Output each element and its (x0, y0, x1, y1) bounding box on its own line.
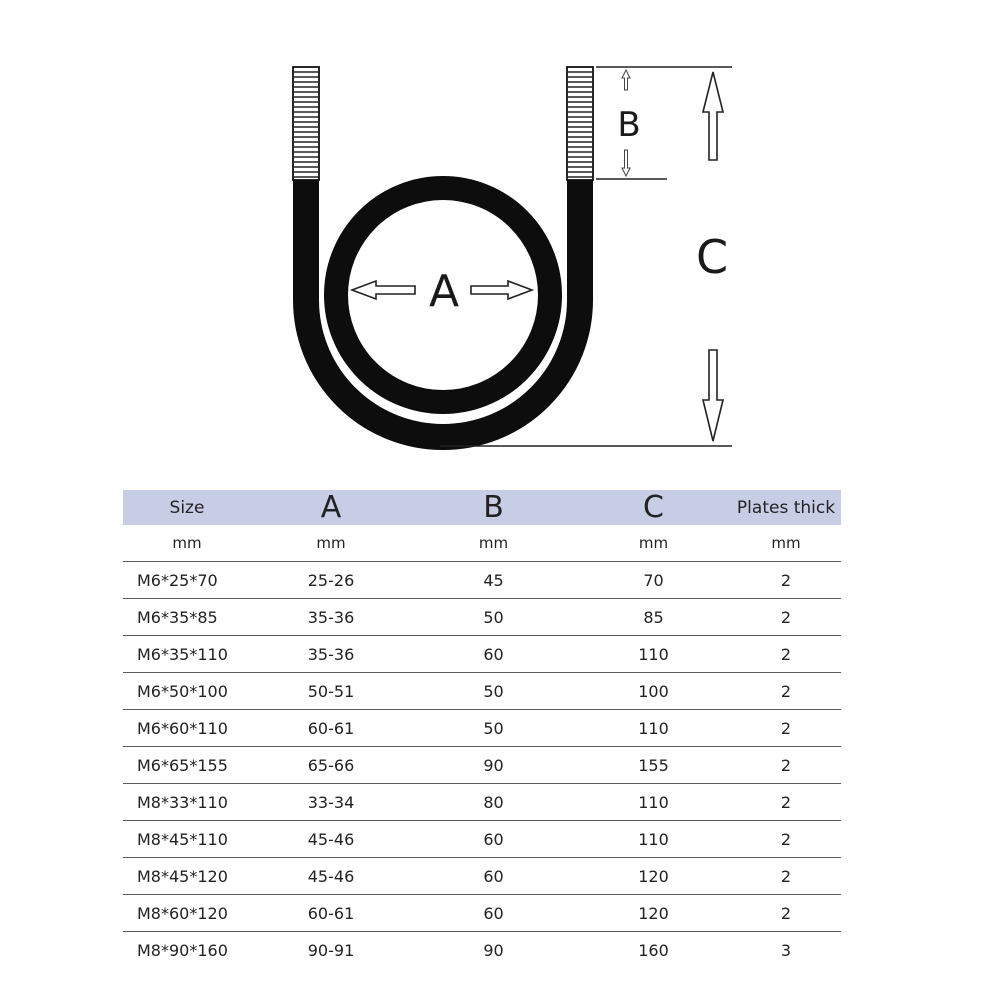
b-cell: 60 (411, 821, 576, 858)
c-cell: 155 (576, 747, 731, 784)
header-a: A (251, 490, 411, 525)
size-cell: M6*35*85 (123, 599, 251, 636)
unit-cell: mm (731, 525, 841, 562)
c-cell: 70 (576, 562, 731, 599)
table-row (123, 562, 841, 599)
c-cell: 100 (576, 673, 731, 710)
c-cell: 110 (576, 636, 731, 673)
table-row (123, 747, 841, 784)
b-cell: 90 (411, 932, 576, 969)
table-row (123, 895, 841, 932)
plates-thick-cell: 2 (731, 599, 841, 636)
a-cell: 25-26 (251, 562, 411, 599)
header-c: C (576, 490, 731, 525)
unit-cell: mm (123, 525, 251, 562)
thread-right (567, 67, 593, 180)
table-row (123, 673, 841, 710)
plates-thick-cell: 2 (731, 636, 841, 673)
unit-cell: mm (576, 525, 731, 562)
table-row (123, 599, 841, 636)
a-cell: 90-91 (251, 932, 411, 969)
unit-cell: mm (251, 525, 411, 562)
a-cell: 50-51 (251, 673, 411, 710)
a-cell: 33-34 (251, 784, 411, 821)
a-cell: 35-36 (251, 599, 411, 636)
label-c: C (695, 230, 729, 284)
table-row (123, 784, 841, 821)
label-a: A (428, 266, 460, 317)
b-cell: 50 (411, 599, 576, 636)
a-cell: 45-46 (251, 821, 411, 858)
header-size: Size (123, 490, 251, 525)
c-cell: 110 (576, 710, 731, 747)
unit-cell: mm (411, 525, 576, 562)
size-cell: M8*45*110 (123, 821, 251, 858)
b-cell: 60 (411, 636, 576, 673)
spec-table (123, 490, 841, 968)
c-cell: 85 (576, 599, 731, 636)
b-cell: 45 (411, 562, 576, 599)
c-cell: 110 (576, 821, 731, 858)
plates-thick-cell: 3 (731, 932, 841, 969)
a-cell: 60-61 (251, 710, 411, 747)
size-cell: M6*25*70 (123, 562, 251, 599)
plates-thick-cell: 2 (731, 710, 841, 747)
thread-left (293, 67, 319, 180)
size-cell: M6*50*100 (123, 673, 251, 710)
table-row (123, 858, 841, 895)
a-cell: 65-66 (251, 747, 411, 784)
size-cell: M6*65*155 (123, 747, 251, 784)
c-cell: 120 (576, 858, 731, 895)
c-cell: 110 (576, 784, 731, 821)
plates-thick-cell: 2 (731, 784, 841, 821)
label-b: B (617, 105, 641, 145)
plates-thick-cell: 2 (731, 747, 841, 784)
plates-thick-cell: 2 (731, 821, 841, 858)
size-cell: M8*90*160 (123, 932, 251, 969)
plates-thick-cell: 2 (731, 562, 841, 599)
table-row (123, 636, 841, 673)
b-cell: 60 (411, 858, 576, 895)
a-cell: 45-46 (251, 858, 411, 895)
b-cell: 60 (411, 895, 576, 932)
size-cell: M8*60*120 (123, 895, 251, 932)
table-row (123, 821, 841, 858)
table-header-row (123, 490, 841, 525)
b-cell: 80 (411, 784, 576, 821)
b-cell: 90 (411, 747, 576, 784)
plates-thick-cell: 2 (731, 895, 841, 932)
b-cell: 50 (411, 710, 576, 747)
size-cell: M8*45*120 (123, 858, 251, 895)
c-cell: 120 (576, 895, 731, 932)
size-cell: M8*33*110 (123, 784, 251, 821)
a-cell: 60-61 (251, 895, 411, 932)
size-cell: M6*35*110 (123, 636, 251, 673)
units-row (123, 525, 841, 562)
a-cell: 35-36 (251, 636, 411, 673)
table-row (123, 932, 841, 969)
plates-thick-cell: 2 (731, 858, 841, 895)
header-b: B (411, 490, 576, 525)
size-cell: M6*60*110 (123, 710, 251, 747)
u-bolt-diagram (0, 0, 1000, 480)
header-plates-thick: Plates thick (731, 490, 841, 525)
b-cell: 50 (411, 673, 576, 710)
plates-thick-cell: 2 (731, 673, 841, 710)
table-row (123, 710, 841, 747)
c-cell: 160 (576, 932, 731, 969)
